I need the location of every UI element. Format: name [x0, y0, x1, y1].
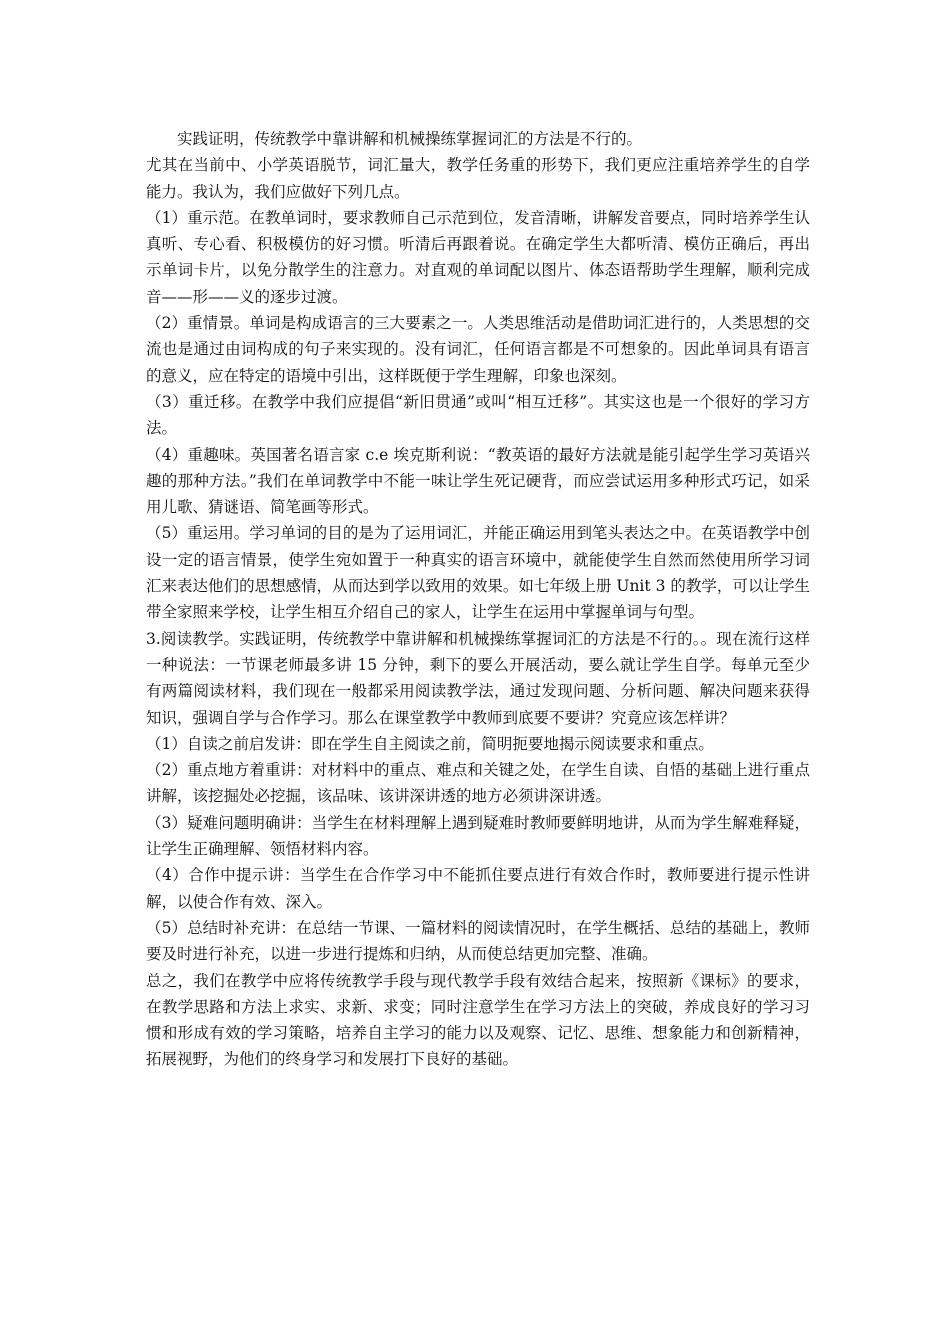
paragraph-transfer: （3）重迁移。在教学中我们应提倡“新旧贯通”或叫“相互迁移”。其实这也是一个很好的学习方法。	[146, 392, 810, 438]
document-body	[146, 126, 810, 1073]
paragraph-reading-5: （5）总结时补充讲：在总结一节课、一篇材料的阅读情况时，在学生概括、总结的基础上，教师要及时进行补充，以进一步进行提炼和归纳，从而使总结更加完整、准确。	[146, 918, 810, 964]
paragraph-conclusion: 总之，我们在教学中应将传统教学手段与现代教学手段有效结合起来，按照新《课标》的要求，在教学思路和方法上求实、求新、求变；同时注意学生在学习方法上的突破，养成良好的学习习惯和形成有效的学习策略，培养自主学习的能力以及观察、记忆、思维、想象能力和创新精神，拓展视野，为他们的终身学习和发展打下良好的基础。	[146, 971, 810, 1069]
paragraph-reading-1: （1）自读之前启发讲：即在学生自主阅读之前，简明扼要地揭示阅读要求和重点。	[146, 734, 714, 753]
paragraph-self-study: 尤其在当前中、小学英语脱节，词汇量大，教学任务重的形势下，我们更应注重培养学生的自学能力。我认为，我们应做好下列几点。	[146, 156, 810, 201]
paragraph-application: （5）重运用。学习单词的目的是为了运用词汇，并能正确运用到笔头表达之中。在英语教学中创设一定的语言情景，使学生宛如置于一种真实的语言环境中，就能使学生自然而然使用所学习词汇来表达他们的思想感情，从而达到学以致用的效果。如七年级上册 Unit 3 的教学，可以让学生带全家照来学校，让学生相互介绍自己的家人，让学生在运用中掌握单词与句型。	[146, 524, 810, 622]
paragraph-reading-3: （3）疑难问题明确讲：当学生在材料理解上遇到疑难时教师要鲜明地讲，从而为学生解难释疑，让学生正确理解、领悟材料内容。	[146, 813, 810, 859]
paragraph-interest: （4）重趣味。英国著名语言家 c.e 埃克斯利说：“教英语的最好方法就是能引起学生学习英语兴趣的那种方法。”我们在单词教学中不能一味让学生死记硬背，而应尝试运用多种形式巧记，如采用儿歌、猜谜语、简笔画等形式。	[146, 445, 810, 517]
paragraph-reading-teaching: 3.阅读教学。实践证明，传统教学中靠讲解和机械操练掌握词汇的方法是不行的。。现在流行这样一种说法：一节课老师最多讲 15 分钟，剩下的要么开展活动，要么就让学生自学。每单元至少有两篇阅读材料，我们现在一般都采用阅读教学法，通过发现问题、分析问题、解决问题来获得知识，强调自学与合作学习。那么在课堂教学中教师到底要不要讲？究竟应该怎样讲？	[146, 629, 810, 727]
paragraph-intro: 实践证明，传统教学中靠讲解和机械操练掌握词汇的方法是不行的。	[177, 130, 643, 148]
paragraph-demonstration: （1）重示范。在教单词时，要求教师自己示范到位，发音清晰，讲解发音要点，同时培养学生认真听、专心看、积极模仿的好习惯。听清后再跟着说。在确定学生大都听清、模仿正确后，再出示单词卡片，以免分散学生的注意力。对直观的单词配以图片、体态语帮助学生理解，顺利完成音——形——义的逐步过渡。	[146, 208, 810, 306]
paragraph-reading-4: （4）合作中提示讲：当学生在合作学习中不能抓住要点进行有效合作时，教师要进行提示性讲解，以使合作有效、深入。	[146, 866, 810, 911]
paragraph-context: （2）重情景。单词是构成语言的三大要素之一。人类思维活动是借助词汇进行的，人类思想的交流也是通过由词构成的句子来实现的。没有词汇，任何语言都是不可想象的。因此单词具有语言的意义，应在特定的语境中引出，这样既便于学生理解，印象也深刻。	[146, 314, 810, 385]
paragraph-reading-2: （2）重点地方着重讲：对材料中的重点、难点和关键之处，在学生自读、自悟的基础上进行重点讲解，该挖掘处必挖掘，该品味、该讲深讲透的地方必须讲深讲透。	[146, 761, 810, 806]
